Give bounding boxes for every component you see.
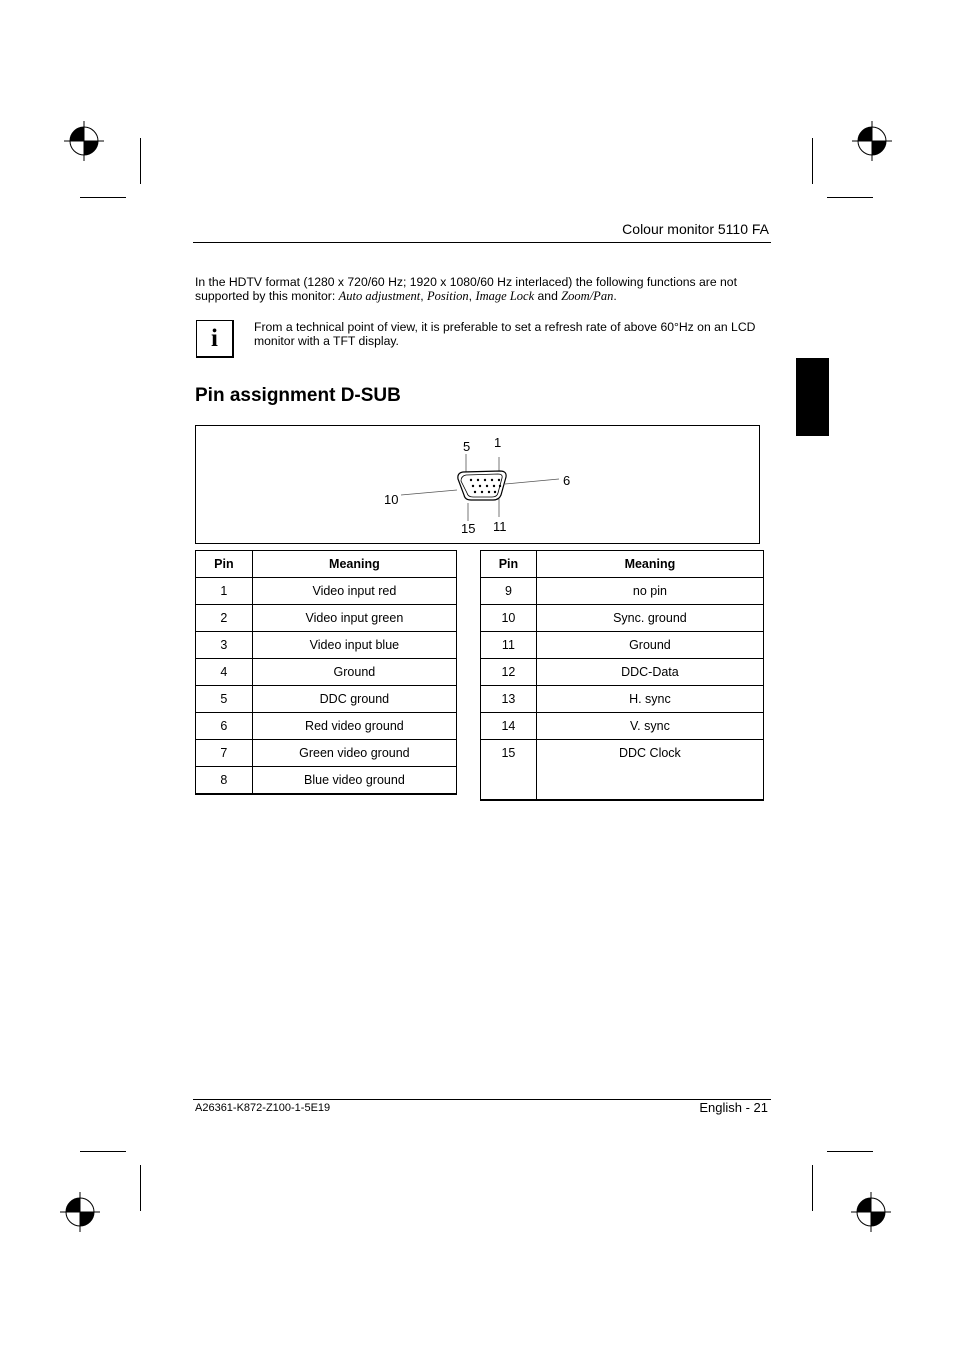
table-header-row (196, 551, 457, 578)
table-row (481, 605, 764, 632)
page-number: English - 21 (699, 1100, 768, 1115)
function-name: Image Lock (475, 289, 535, 303)
crop-line (80, 1151, 126, 1152)
pin-meaning: Red video ground (252, 713, 456, 740)
pin-meaning: Video input green (252, 605, 456, 632)
crop-line (80, 197, 126, 198)
intro-paragraph: In the HDTV format (1280 x 720/60 Hz; 1920 x 1080/60 Hz interlaced) the following functions are not supported by this monitor: Auto adjustment, Position, Image Lock and Zoom/Pan. (195, 275, 737, 303)
section-title: Pin assignment D-SUB (195, 385, 401, 406)
pin-number: 12 (481, 659, 537, 686)
pin-meaning: V. sync (536, 713, 763, 740)
table-row (196, 659, 457, 686)
column-header: Pin (196, 551, 253, 578)
pin-label: 6 (563, 473, 571, 488)
pin-meaning: Ground (252, 659, 456, 686)
header-rule (193, 242, 771, 243)
registration-mark-icon (851, 1192, 891, 1232)
pin-meaning: Video input blue (252, 632, 456, 659)
table-row (196, 767, 457, 795)
pin-label: 5 (463, 439, 471, 454)
pin-number: 13 (481, 686, 537, 713)
table-row (481, 713, 764, 740)
info-icon: i (196, 320, 234, 358)
function-name: Zoom/Pan (561, 289, 614, 303)
function-name: Auto adjustment (338, 289, 421, 303)
dsub-connector-icon (195, 425, 760, 544)
pin-label: 11 (493, 519, 507, 534)
column-header: Meaning (536, 551, 763, 578)
pin-number: 14 (481, 713, 537, 740)
pin-table-left (195, 550, 457, 795)
pin-meaning: H. sync (536, 686, 763, 713)
crop-line (140, 1165, 141, 1211)
table-row (481, 578, 764, 605)
pin-number: 11 (481, 632, 537, 659)
registration-mark-icon (64, 121, 104, 161)
column-header: Meaning (252, 551, 456, 578)
info-note-text: From a technical point of view, it is preferable to set a refresh rate of above 60°Hz on an LCD monitor with a TFT display. (254, 320, 756, 348)
table-row (196, 740, 457, 767)
table-row (481, 686, 764, 713)
crop-line (140, 138, 141, 184)
pin-number: 3 (196, 632, 253, 659)
table-row (196, 686, 457, 713)
pin-meaning: DDC ground (252, 686, 456, 713)
pin-number: 8 (196, 767, 253, 795)
pin-meaning: DDC-Data (536, 659, 763, 686)
pin-label: 15 (461, 521, 476, 536)
pin-meaning: DDC Clock (536, 740, 763, 801)
running-header: Colour monitor 5110 FA (622, 221, 769, 237)
pin-label: 1 (494, 435, 502, 450)
pin-meaning: Sync. ground (536, 605, 763, 632)
table-row (196, 713, 457, 740)
pin-label: 10 (384, 492, 399, 507)
pin-number: 9 (481, 578, 537, 605)
pin-number: 7 (196, 740, 253, 767)
pin-number: 1 (196, 578, 253, 605)
pin-number: 15 (481, 740, 537, 801)
pin-meaning: no pin (536, 578, 763, 605)
pin-table-right (480, 550, 764, 801)
table-row (196, 605, 457, 632)
table-row (196, 632, 457, 659)
registration-mark-icon (60, 1192, 100, 1232)
pin-number: 6 (196, 713, 253, 740)
table-row (481, 632, 764, 659)
pin-number: 10 (481, 605, 537, 632)
pin-meaning: Ground (536, 632, 763, 659)
section-thumb-tab (796, 358, 829, 436)
pin-meaning: Green video ground (252, 740, 456, 767)
table-row (481, 659, 764, 686)
table-header-row (481, 551, 764, 578)
table-row (196, 578, 457, 605)
crop-line (812, 138, 813, 184)
function-name: Position (427, 289, 469, 303)
table-row (481, 740, 764, 801)
registration-mark-icon (852, 121, 892, 161)
pin-meaning: Blue video ground (252, 767, 456, 795)
crop-line (827, 197, 873, 198)
document-number: A26361-K872-Z100-1-5E19 (195, 1102, 331, 1114)
pin-meaning: Video input red (252, 578, 456, 605)
column-header: Pin (481, 551, 537, 578)
crop-line (827, 1151, 873, 1152)
pin-number: 4 (196, 659, 253, 686)
pin-number: 5 (196, 686, 253, 713)
crop-line (812, 1165, 813, 1211)
pin-number: 2 (196, 605, 253, 632)
